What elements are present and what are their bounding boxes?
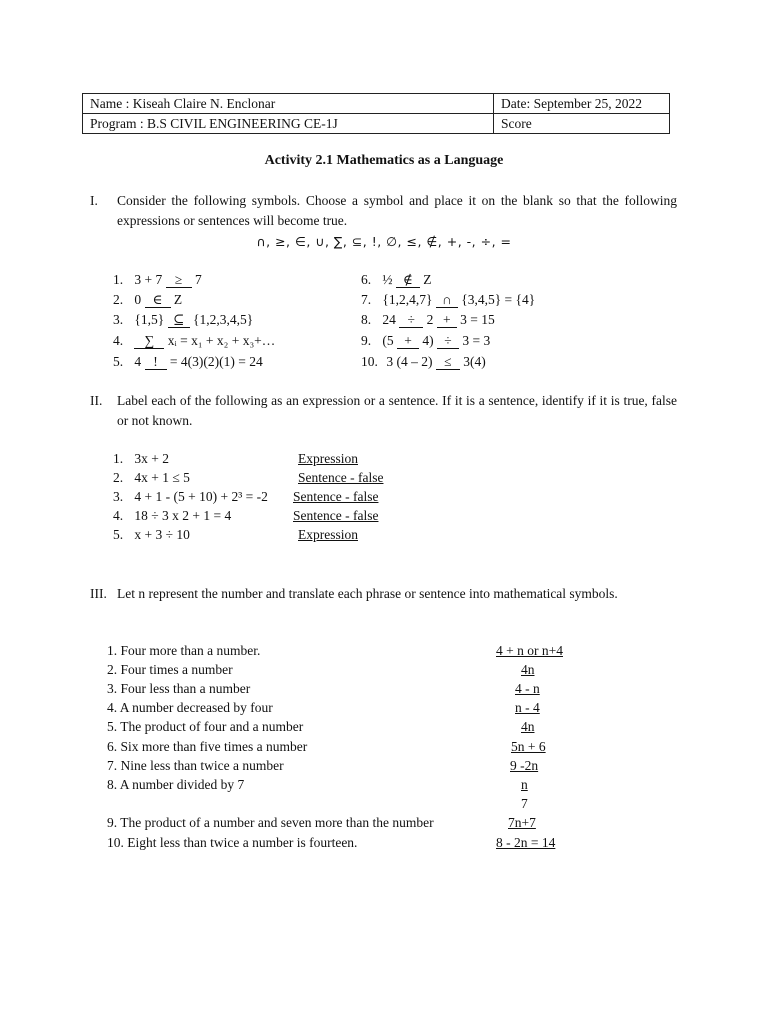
item-number: 1. — [113, 272, 124, 287]
answer-blank: ≥ — [166, 273, 192, 288]
date-field: Date: September 25, 2022 — [494, 94, 670, 114]
p3-answer-7: 9 -2n — [510, 758, 539, 773]
item-expression: 4x + 1 ≤ 5 — [134, 470, 190, 485]
p1-item-10 — [361, 354, 486, 370]
item-number: 10. — [361, 354, 378, 369]
p2-answer-4: Sentence - false — [293, 508, 379, 523]
p2-answer-1: Expression — [298, 451, 358, 466]
answer-blank: ! — [145, 355, 167, 370]
answer-blank: ⊆ — [168, 313, 190, 328]
program-field: Program : B.S CIVIL ENGINEERING CE-1J — [83, 114, 494, 134]
p2-answer-2: Sentence - false — [298, 470, 384, 485]
item-pre: {1,5} — [134, 312, 165, 327]
p3-answer-4: n - 4 — [515, 700, 540, 715]
item-post: Z — [423, 272, 432, 287]
answer-blank: ∈ — [145, 293, 171, 308]
item-post: xᵢ = x₁ + x₂ + x₃+… — [167, 333, 276, 348]
item-number: 9. — [361, 333, 372, 348]
p3-question-10: 10. Eight less than twice a number is fourteen. — [107, 835, 358, 850]
p2-item-3 — [113, 489, 268, 505]
item-post: Z — [173, 292, 183, 307]
p3-question-2: 2. Four times a number — [107, 662, 233, 677]
p2-item-2 — [113, 470, 190, 486]
p3-question-4: 4. A number decreased by four — [107, 700, 273, 715]
name-field: Name : Kiseah Claire N. Enclonar — [83, 94, 494, 114]
answer-blank-2: ÷ — [437, 334, 459, 349]
p3-answer-8-numerator: n — [521, 777, 528, 792]
item-post: 3(4) — [463, 354, 486, 369]
item-expression: 3x + 2 — [134, 451, 169, 466]
item-post: = 4(3)(2)(1) = 24 — [169, 354, 263, 369]
answer-blank: ∉ — [396, 273, 420, 288]
answer-blank: ≤ — [436, 355, 460, 370]
answer-blank: ÷ — [399, 313, 423, 328]
p1-item-2 — [113, 292, 182, 308]
item-number: 8. — [361, 312, 372, 327]
item-expression: 18 ÷ 3 x 2 + 1 = 4 — [134, 508, 232, 523]
symbol-list: ∩, ≥, ∈, ∪, ∑, ⊆, !, ∅, ≤, ∉, +, -, ÷, = — [256, 234, 512, 249]
part1-instructions: Consider the following symbols. Choose a symbol and place it on the blank so that the following expressions or sentences will become true. — [117, 193, 677, 228]
item-pre: 4 — [134, 354, 142, 369]
item-expression: 4 + 1 - (5 + 10) + 2³ = -2 — [134, 489, 268, 504]
item-post: 7 — [195, 272, 202, 287]
p2-answer-3: Sentence - false — [293, 489, 379, 504]
item-post: {1,2,3,4,5} — [192, 312, 254, 327]
p3-question-9: 9. The product of a number and seven more than the number — [107, 815, 434, 830]
item-mid: 4) — [422, 333, 434, 348]
score-field: Score — [494, 114, 670, 134]
item-number: 3. — [113, 312, 124, 327]
item-number: 7. — [361, 292, 372, 307]
p3-answer-2: 4n — [521, 662, 535, 677]
part2-instructions: Label each of the following as an expression or a sentence. If it is a sentence, identify if it is true, false or not known. — [117, 393, 677, 428]
item-number: 6. — [361, 272, 372, 287]
item-number: 4. — [113, 508, 124, 523]
activity-title: Activity 2.1 Mathematics as a Language — [264, 153, 504, 168]
item-post: {3,4,5} = {4} — [461, 292, 536, 307]
item-pre: {1,2,4,7} — [382, 292, 433, 307]
item-pre: 24 — [382, 312, 396, 327]
answer-blank: ∩ — [436, 293, 458, 308]
item-pre: 3 (4 – 2) — [386, 354, 433, 369]
p3-answer-1: 4 + n or n+4 — [496, 643, 563, 658]
p3-question-8: 8. A number divided by 7 — [107, 777, 245, 792]
header-table — [82, 93, 670, 134]
item-post: 3 = 3 — [462, 333, 491, 348]
item-mid: 2 — [426, 312, 434, 327]
p1-item-4 — [113, 333, 275, 349]
answer-blank: ∑ — [134, 334, 164, 349]
p1-item-8 — [361, 312, 495, 328]
p3-question-5: 5. The product of four and a number — [107, 719, 304, 734]
item-number: 5. — [113, 527, 124, 542]
p3-answer-5: 4n — [521, 719, 535, 734]
p2-item-5 — [113, 527, 190, 543]
p3-answer-10: 8 - 2n = 14 — [496, 835, 556, 850]
item-post: 3 = 15 — [460, 312, 495, 327]
p1-item-5 — [113, 354, 263, 370]
item-expression: x + 3 ÷ 10 — [134, 527, 190, 542]
item-number: 1. — [113, 451, 124, 466]
item-number: 3. — [113, 489, 124, 504]
item-number: 2. — [113, 292, 124, 307]
p1-item-9 — [361, 333, 490, 349]
p3-answer-6: 5n + 6 — [511, 739, 546, 754]
item-number: 5. — [113, 354, 124, 369]
p3-answer-8-denominator: 7 — [521, 796, 528, 811]
item-number: 4. — [113, 333, 124, 348]
p3-answer-9: 7n+7 — [508, 815, 536, 830]
answer-blank-2: + — [437, 313, 457, 328]
p2-item-1 — [113, 451, 169, 467]
item-pre: 3 + 7 — [134, 272, 163, 287]
part3-numeral: III. — [90, 586, 107, 601]
p1-item-6 — [361, 272, 432, 288]
p3-question-1: 1. Four more than a number. — [107, 643, 261, 658]
part1-numeral: I. — [90, 193, 98, 208]
item-pre: 0 — [134, 292, 142, 307]
part3-instructions: Let n represent the number and translate each phrase or sentence into mathematical symbols. — [117, 586, 618, 601]
answer-blank: + — [397, 334, 419, 349]
p1-item-3 — [113, 312, 253, 328]
p2-answer-5: Expression — [298, 527, 358, 542]
p3-answer-3: 4 - n — [515, 681, 540, 696]
part2-numeral: II. — [90, 393, 103, 408]
p3-question-7: 7. Nine less than twice a number — [107, 758, 284, 773]
item-pre: ½ — [382, 272, 393, 287]
p2-item-4 — [113, 508, 231, 524]
p1-item-7 — [361, 292, 535, 308]
p3-question-6: 6. Six more than five times a number — [107, 739, 308, 754]
p3-question-3: 3. Four less than a number — [107, 681, 251, 696]
p1-item-1 — [113, 272, 202, 288]
item-number: 2. — [113, 470, 124, 485]
item-pre: (5 — [382, 333, 394, 348]
